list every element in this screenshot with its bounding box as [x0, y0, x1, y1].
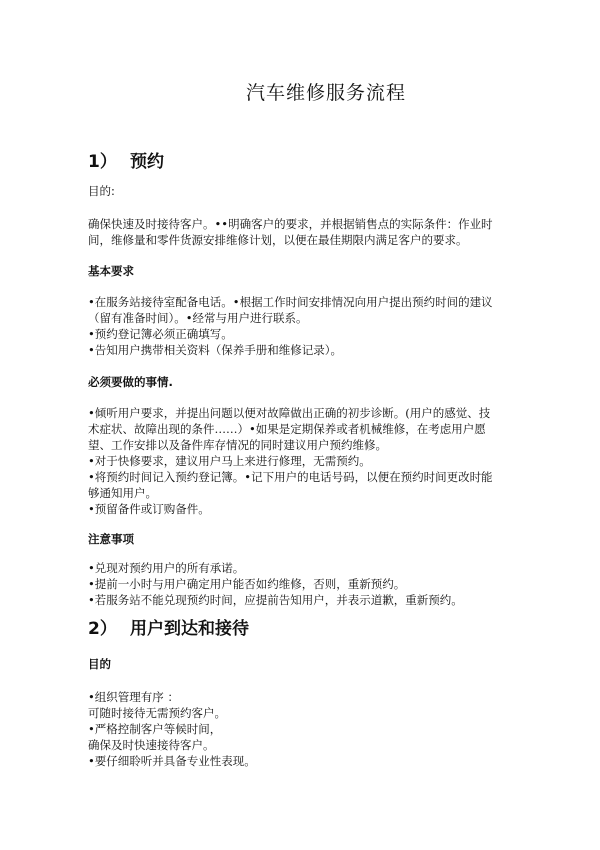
- list-item: •若服务站不能兑现预约时间，应提前告知用户，并表示道歉，重新预约。: [88, 593, 463, 607]
- document-title: 汽车维修服务流程: [246, 82, 407, 104]
- notes-list: [88, 560, 528, 608]
- list-item: •提前一小时与用户确定用户能否如约维修，否则，重新预约。: [88, 577, 406, 591]
- list-item: •要仔细聆听并具备专业性表现。: [88, 754, 256, 768]
- purpose-label: 目的: [88, 657, 111, 671]
- list-item: 可随时接待无需预约客户。: [88, 706, 226, 720]
- basic-requirements-label: 基本要求: [88, 264, 134, 278]
- section-title: 用户到达和接待: [130, 619, 249, 639]
- basic-requirements-list: [88, 294, 528, 358]
- list-item: 确保及时快速接待客户。: [88, 738, 215, 752]
- list-item: •兑现对预约用户的所有承诺。: [88, 561, 245, 575]
- must-do-list: [88, 405, 528, 517]
- purpose-paragraph: [88, 216, 528, 248]
- section-number: 1）: [88, 152, 117, 172]
- paragraph-line: 间，维修量和零件货源安排维修计划，以便在最佳期限内满足客户的要求。: [88, 233, 468, 247]
- list-item: •严格控制客户等候时间，: [88, 722, 222, 736]
- list-item: （留有准备时间）。•经常与用户进行联系。: [88, 311, 308, 325]
- notes-label: 注意事项: [88, 532, 134, 546]
- purpose-label: 目的:: [88, 184, 115, 198]
- list-item: •预约登记簿必须正确填写。: [88, 327, 233, 341]
- list-item: •告知用户携带相关资料（保养手册和维修记录）。: [88, 343, 343, 357]
- list-item: •将预约时间记入预约登记簿。•记下用户的电话号码，以便在预约时间更改时能: [88, 470, 493, 484]
- list-item: 术症状、故障出现的条件……）•如果是定期保养或者机械维修，在考虑用户愿: [88, 422, 486, 436]
- reception-purpose-list: [88, 689, 528, 769]
- list-item: •在服务站接待室配备电话。•根据工作时间安排情况向用户提出预约时间的建议: [88, 295, 493, 309]
- list-item: •预留备件或订购备件。: [88, 502, 210, 516]
- list-item: •组织管理有序 ：: [88, 690, 179, 704]
- paragraph-line: 确保快速及时接待客户。••明确客户的要求，并根据销售点的实际条件：作业时: [88, 217, 493, 231]
- must-do-label: 必须要做的事情.: [88, 375, 173, 389]
- list-item: 望、工作安排以及备件库存情况的同时建议用户预约维修。: [88, 438, 387, 452]
- list-item: •对于快修要求，建议用户马上来进行修理，无需预约。: [88, 454, 371, 468]
- section-number: 2）: [88, 619, 117, 639]
- section-heading-arrival-reception: [88, 614, 249, 639]
- section-title: 预约: [130, 152, 164, 172]
- list-item: •倾听用户要求，并提出问题以便对故障做出正确的初步诊断。(用户的感觉、技: [88, 406, 491, 420]
- section-heading-appointment: [88, 147, 164, 172]
- list-item: 够通知用户。: [88, 486, 157, 500]
